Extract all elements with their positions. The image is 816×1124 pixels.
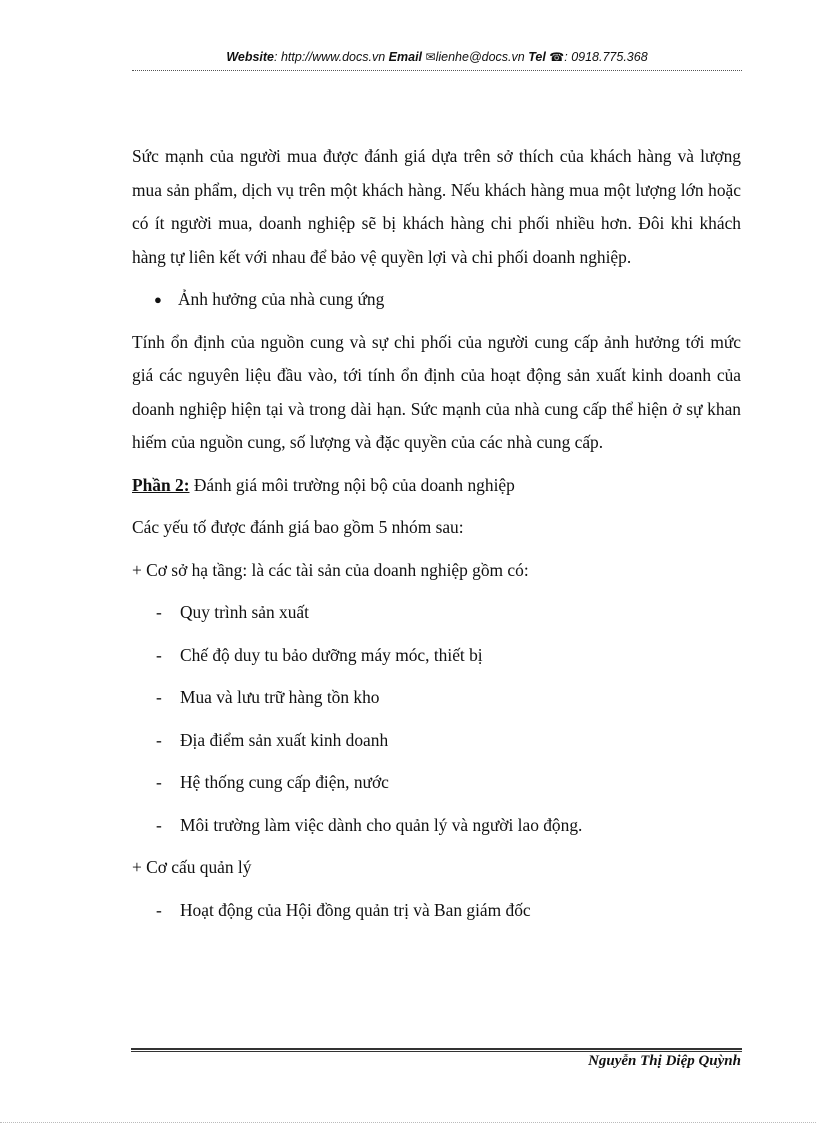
email-value: lienhe@docs.vn — [435, 50, 525, 64]
dash-mark: - — [156, 602, 162, 622]
tel-value: : 0918.775.368 — [564, 50, 648, 64]
list-item-text: Mua và lưu trữ hàng tồn kho — [180, 687, 380, 707]
list-item — [132, 809, 741, 843]
list-item — [132, 681, 741, 715]
phone-icon: ☎ — [549, 50, 565, 64]
dash-mark: - — [156, 729, 162, 750]
document-body — [132, 140, 741, 927]
bullet-dot-icon: ● — [154, 292, 162, 307]
section-title: Đánh giá môi trường nội bộ của doanh nghiệp — [189, 474, 515, 495]
dash-mark: - — [156, 899, 162, 920]
footer-author: Nguyễn Thị Diệp Quỳnh — [588, 1053, 741, 1069]
dash-mark: - — [156, 772, 162, 792]
page-header — [132, 50, 742, 71]
list-item — [132, 894, 741, 928]
website-value: : http://www.docs.vn — [274, 50, 386, 64]
bullet-text: Ảnh hưởng của nhà cung ứng — [178, 289, 385, 309]
group-heading-management: + Cơ cấu quản lý — [132, 857, 252, 877]
paragraph-supplier-power: Tính ổn định của nguồn cung và sự chi phối của người cung cấp ảnh hưởng tới mức giá các nguyên liệu đầu vào, tới tính ổn định của hoạt động sản xuất kinh doanh của doanh nghiệp hiện tại và trong dài hạn. Sức mạnh của nhà cung cấp thể hiện ở sự khan hiếm của nguồn cung, số lượng và đặc quyền của các nhà cung cấp. — [132, 331, 741, 452]
section-label: Phần 2: — [132, 474, 190, 495]
list-item-text: Chế độ duy tu bảo dưỡng máy móc, thiết bị — [180, 644, 483, 665]
dash-mark: - — [156, 814, 162, 835]
tel-label: Tel — [528, 50, 546, 64]
website-label: Website — [226, 50, 275, 64]
footer-rule — [131, 1048, 742, 1052]
intro-line: Các yếu tố được đánh giá bao gồm 5 nhóm sau: — [132, 517, 464, 537]
list-item-text: Hoạt động của Hội đồng quản trị và Ban giám đốc — [180, 899, 531, 920]
paragraph-buyer-power: Sức mạnh của người mua được đánh giá dựa trên sở thích của khách hàng và lượng mua sản phẩm, dịch vụ trên một khách hàng. Nếu khách hàng mua một lượng lớn hoặc có ít người mua, doanh nghiệp sẽ bị khách hàng chi phối nhiều hơn. Đôi khi khách hàng tự liên kết với nhau để bảo vệ quyền lợi và chi phối doanh nghiệp. — [132, 146, 741, 267]
list-item-text: Hệ thống cung cấp điện, nước — [180, 772, 389, 792]
group-heading-infrastructure: + Cơ sở hạ tầng: là các tài sản của doanh nghiệp gồm có: — [132, 559, 529, 580]
list-item — [132, 724, 741, 758]
list-item — [132, 596, 741, 630]
bullet-item — [132, 283, 741, 317]
list-item-text: Quy trình sản xuất — [180, 602, 309, 622]
dash-mark: - — [156, 644, 162, 665]
section-heading — [132, 469, 741, 503]
dash-mark: - — [156, 687, 162, 707]
list-item-text: Địa điểm sản xuất kinh doanh — [180, 729, 389, 750]
list-item-text: Môi trường làm việc dành cho quản lý và người lao động. — [180, 814, 583, 835]
envelope-icon: ✉ — [425, 50, 436, 64]
list-item — [132, 766, 741, 800]
list-item — [132, 639, 741, 673]
email-label: Email — [388, 50, 423, 64]
